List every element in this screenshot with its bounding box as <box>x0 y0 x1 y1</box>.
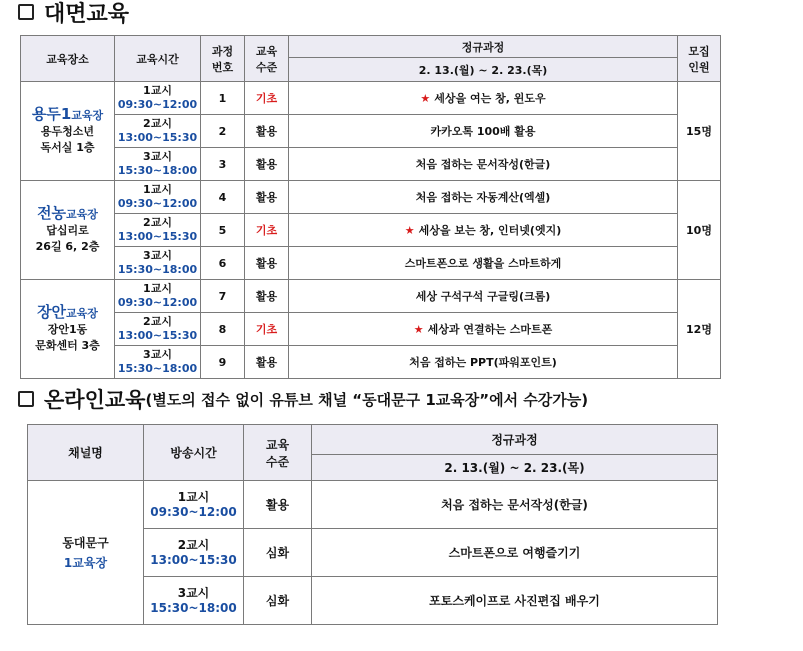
header-level-line2: 수준 <box>265 454 290 469</box>
channel-name-cell <box>28 481 144 625</box>
header-capacity-line1: 모집 <box>688 44 710 58</box>
course-title: 처음 접하는 PPT(파워포인트) <box>409 356 557 369</box>
place-suffix: 교육장 <box>66 307 98 320</box>
session-clock: 13:00~15:30 <box>117 131 198 144</box>
session-clock: 13:00~15:30 <box>117 329 198 342</box>
session-clock: 09:30~12:00 <box>117 296 198 309</box>
table-row <box>21 82 721 115</box>
course-no-cell: 8 <box>201 313 245 346</box>
level-cell: 기초 <box>245 82 289 115</box>
course-no-cell: 7 <box>201 280 245 313</box>
header-regular: 정규과정 <box>289 36 678 58</box>
place-name: 장안 <box>37 303 67 321</box>
session-period: 1교시 <box>143 84 172 97</box>
course-title: 처음 접하는 자동계산(엑셀) <box>415 191 551 204</box>
capacity-cell: 10명 <box>678 181 721 280</box>
session-clock: 09:30~12:00 <box>117 197 198 210</box>
course-cell <box>289 313 678 346</box>
course-title: 스마트폰으로 생활을 스마트하게 <box>404 257 562 270</box>
session-period: 3교시 <box>143 348 172 361</box>
course-title: 세상과 연결하는 스마트폰 <box>427 323 553 336</box>
table-row <box>21 148 721 181</box>
session-period: 3교시 <box>143 249 172 262</box>
session-time-cell <box>115 82 201 115</box>
header-level-line1: 교육 <box>255 44 278 58</box>
level-cell: 활용 <box>245 115 289 148</box>
course-title: 처음 접하는 문서작성(한글) <box>415 158 551 171</box>
course-cell <box>289 181 678 214</box>
course-no-cell: 4 <box>201 181 245 214</box>
session-clock: 15:30~18:00 <box>117 164 198 177</box>
session-clock: 15:30~18:00 <box>117 263 198 276</box>
header-channel: 채널명 <box>28 425 144 481</box>
place-address-line1: 장안1동 <box>47 323 88 336</box>
table-row <box>21 115 721 148</box>
place-name: 용두1 <box>31 105 72 123</box>
header-capacity-line2: 인원 <box>688 60 710 74</box>
course-cell <box>289 214 678 247</box>
level-cell: 활용 <box>245 346 289 379</box>
course-cell: 포토스케이프로 사진편집 배우기 <box>312 577 718 625</box>
header-level-line1: 교육 <box>265 437 290 452</box>
session-period: 2교시 <box>177 537 210 552</box>
level-cell: 기초 <box>245 214 289 247</box>
session-clock: 13:00~15:30 <box>117 230 198 243</box>
table-row <box>21 247 721 280</box>
course-no-cell: 3 <box>201 148 245 181</box>
course-cell <box>289 346 678 379</box>
session-period: 3교시 <box>177 585 210 600</box>
table-row <box>21 280 721 313</box>
level-cell: 활용 <box>245 148 289 181</box>
course-no-cell: 2 <box>201 115 245 148</box>
course-no-cell: 6 <box>201 247 245 280</box>
course-cell <box>289 115 678 148</box>
session-time-cell <box>115 346 201 379</box>
session-time-cell <box>115 214 201 247</box>
session-period: 1교시 <box>143 282 172 295</box>
course-no-cell: 9 <box>201 346 245 379</box>
level-cell: 심화 <box>244 577 312 625</box>
level-cell: 심화 <box>244 529 312 577</box>
place-cell <box>21 280 115 379</box>
course-cell: 처음 접하는 문서작성(한글) <box>312 481 718 529</box>
star-icon: ★ <box>420 92 431 105</box>
header-regular: 정규과정 <box>312 425 718 455</box>
header-period: 2. 13.(월) ~ 2. 23.(목) <box>312 455 718 481</box>
course-no-cell: 5 <box>201 214 245 247</box>
session-period: 2교시 <box>143 117 172 130</box>
course-no-cell: 1 <box>201 82 245 115</box>
broadcast-time-cell <box>144 481 244 529</box>
session-time-cell <box>115 280 201 313</box>
table-row <box>21 313 721 346</box>
session-time-cell <box>115 181 201 214</box>
course-title: 세상을 여는 창, 윈도우 <box>434 92 546 105</box>
header-period: 2. 13.(월) ~ 2. 23.(목) <box>289 58 678 82</box>
place-address-line1: 용두청소년 <box>40 125 95 138</box>
place-cell <box>21 181 115 280</box>
place-address-line1: 답십리로 <box>46 224 89 237</box>
session-clock: 13:00~15:30 <box>150 552 237 567</box>
place-name-line <box>21 106 114 124</box>
session-period: 1교시 <box>177 489 210 504</box>
section-online-subtitle: (별도의 접수 없이 유튜브 채널 “동대문구 1교육장”에서 수강가능) <box>145 390 589 409</box>
course-cell: 스마트폰으로 여행즐기기 <box>312 529 718 577</box>
place-address-line2: 26길 6, 2층 <box>35 240 100 253</box>
section-online-heading <box>18 386 588 412</box>
session-clock: 09:30~12:00 <box>117 98 198 111</box>
place-name: 전농 <box>37 204 67 222</box>
place-name-line <box>21 304 114 322</box>
capacity-cell: 12명 <box>678 280 721 379</box>
online-schedule-table <box>27 424 718 625</box>
session-period: 2교시 <box>143 216 172 229</box>
broadcast-time-cell <box>144 529 244 577</box>
level-cell: 기초 <box>245 313 289 346</box>
session-clock: 09:30~12:00 <box>150 504 237 519</box>
checkbox-icon <box>18 391 34 407</box>
session-clock: 15:30~18:00 <box>117 362 198 375</box>
header-level <box>244 425 312 481</box>
session-time-cell <box>115 148 201 181</box>
header-course-no-line2: 번호 <box>211 60 234 74</box>
header-level <box>245 36 289 82</box>
broadcast-time-cell <box>144 577 244 625</box>
session-time-cell <box>115 115 201 148</box>
level-cell: 활용 <box>244 481 312 529</box>
section-online-title: 온라인교육 <box>44 388 146 412</box>
star-icon: ★ <box>404 224 415 237</box>
course-cell <box>289 82 678 115</box>
section-offline-heading <box>18 0 130 27</box>
level-cell: 활용 <box>245 280 289 313</box>
place-name-line <box>21 205 114 223</box>
table-row <box>21 346 721 379</box>
level-cell: 활용 <box>245 181 289 214</box>
place-suffix: 교육장 <box>66 208 98 221</box>
session-time-cell <box>115 247 201 280</box>
capacity-cell: 15명 <box>678 82 721 181</box>
header-course-no-line1: 과정 <box>211 44 234 58</box>
header-broadcast: 방송시간 <box>144 425 244 481</box>
session-time-cell <box>115 313 201 346</box>
course-cell <box>289 148 678 181</box>
course-title: 세상 구석구석 구글링(크롬) <box>415 290 551 303</box>
place-cell <box>21 82 115 181</box>
table-row <box>21 214 721 247</box>
course-cell <box>289 247 678 280</box>
checkbox-icon <box>18 4 34 20</box>
course-cell <box>289 280 678 313</box>
level-cell: 활용 <box>245 247 289 280</box>
course-title: 세상을 보는 창, 인터넷(엣지) <box>418 224 562 237</box>
section-offline-title: 대면교육 <box>44 1 130 27</box>
header-course-no <box>201 36 245 82</box>
session-period: 3교시 <box>143 150 172 163</box>
place-address-line2: 문화센터 3층 <box>35 339 100 352</box>
offline-schedule-table <box>20 35 721 379</box>
place-suffix: 교육장 <box>71 109 104 122</box>
session-period: 2교시 <box>143 315 172 328</box>
header-capacity <box>678 36 721 82</box>
channel-name-line1: 동대문구 <box>62 535 109 550</box>
channel-name-line2: 1교육장 <box>63 555 108 570</box>
header-level-line2: 수준 <box>255 60 278 74</box>
course-title: 카카오톡 100배 활용 <box>430 125 536 138</box>
star-icon: ★ <box>413 323 424 336</box>
table-row <box>21 181 721 214</box>
header-place: 교육장소 <box>21 36 115 82</box>
session-period: 1교시 <box>143 183 172 196</box>
place-address-line2: 독서실 1층 <box>40 141 95 154</box>
header-time: 교육시간 <box>115 36 201 82</box>
session-clock: 15:30~18:00 <box>150 600 237 615</box>
